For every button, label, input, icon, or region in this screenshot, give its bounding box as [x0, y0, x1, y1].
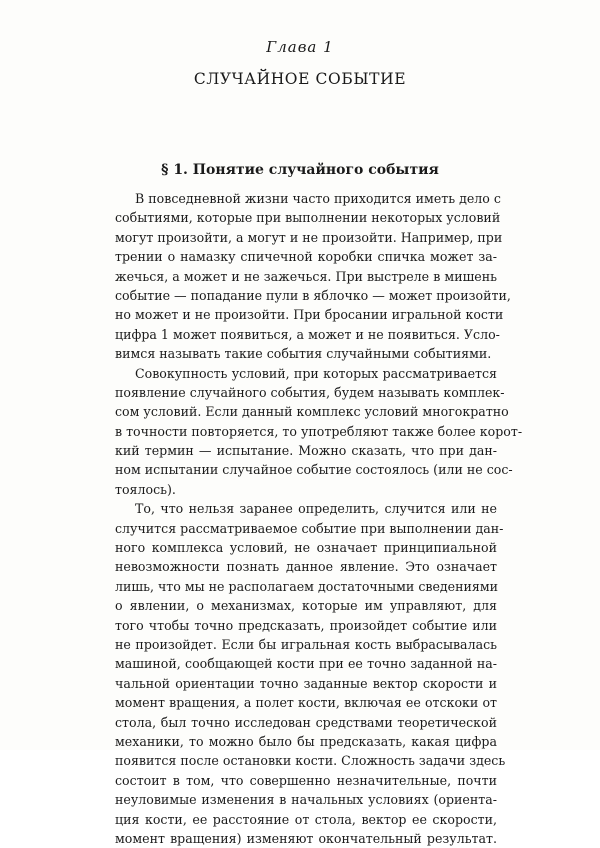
text-line: но может и не произойти. При бросании игральной кости: [115, 307, 504, 323]
text-line: ного комплекса условий, не означает принципиальной: [115, 540, 497, 556]
text-line: цифра 1 может появиться, а может и не появиться. Усло-: [115, 326, 500, 342]
chapter-label: Глава 1: [266, 38, 334, 56]
body-text: [115, 189, 523, 848]
text-line: лишь, что мы не располагаем достаточными сведениями: [115, 578, 499, 594]
text-line: событие — попадание пули в яблочко — может произойти,: [115, 287, 511, 303]
text-line: кий термин — испытание. Можно сказать, что при дан-: [115, 443, 497, 459]
chapter-title: СЛУЧАЙНОЕ СОБЫТИЕ: [193, 70, 407, 88]
text-line: жечься, а может и не зажечься. При выстреле в мишень: [115, 268, 497, 284]
text-line: сом условий. Если данный комплекс условий многократно: [115, 404, 509, 420]
text-line: То, что нельзя заранее определить, случится или не: [135, 501, 497, 517]
text-line: момент вращения, а полет кости, включая ее отскоки от: [115, 695, 497, 711]
text-line: могут произойти, а могут и не произойти. Например, при: [115, 229, 503, 245]
text-line: механики, то можно было бы предсказать, какая цифра: [115, 733, 497, 749]
text-line: случится рассматриваемое событие при выполнении дан-: [115, 520, 504, 536]
text-line: тоялось).: [115, 481, 176, 497]
text-line: момент вращения) изменяют окончательный результат.: [115, 830, 497, 846]
text-line: ном испытании случайное событие состоялось (или не сос-: [115, 462, 513, 478]
text-line: чальной ориентации точно заданные вектор скорости и: [115, 675, 497, 691]
text-line: стола, был точно исследован средствами теоретической: [115, 714, 497, 730]
text-line: неуловимые изменения в начальных условиях (ориента-: [115, 792, 497, 808]
text-line: в точности повторяется, то употребляют также более корот-: [115, 423, 523, 439]
text-line: вимся называть такие события случайными событиями.: [115, 346, 492, 362]
text-line: невозможности познать данное явление. Это означает: [115, 559, 497, 575]
text-line: появление случайного события, будем называть комплек-: [115, 384, 505, 400]
text-line: машиной, сообщающей кости при ее точно заданной на-: [115, 656, 497, 672]
text-line: В повседневной жизни часто приходится иметь дело с: [135, 191, 501, 206]
text-line: появится после остановки кости. Сложность задачи здесь: [115, 753, 506, 769]
text-line: Совокупность условий, при которых рассматривается: [135, 365, 497, 381]
section-title: § 1. Понятие случайного события: [161, 162, 439, 178]
text-line: состоит в том, что совершенно незначительные, почти: [115, 772, 497, 788]
text-line: того чтобы точно предсказать, произойдет событие или: [115, 617, 497, 633]
text-line: о явлении, о механизмах, которые им управляют, для: [115, 598, 497, 614]
text-line: событиями, которые при выполнении некоторых условий: [115, 210, 501, 226]
text-line: трении о намазку спичечной коробки спичка может за-: [115, 249, 497, 265]
text-line: ция кости, ее расстояние от стола, вектор ее скорости,: [115, 811, 497, 827]
text-line: не произойдет. Если бы игральная кость выбрасывалась: [115, 636, 497, 652]
